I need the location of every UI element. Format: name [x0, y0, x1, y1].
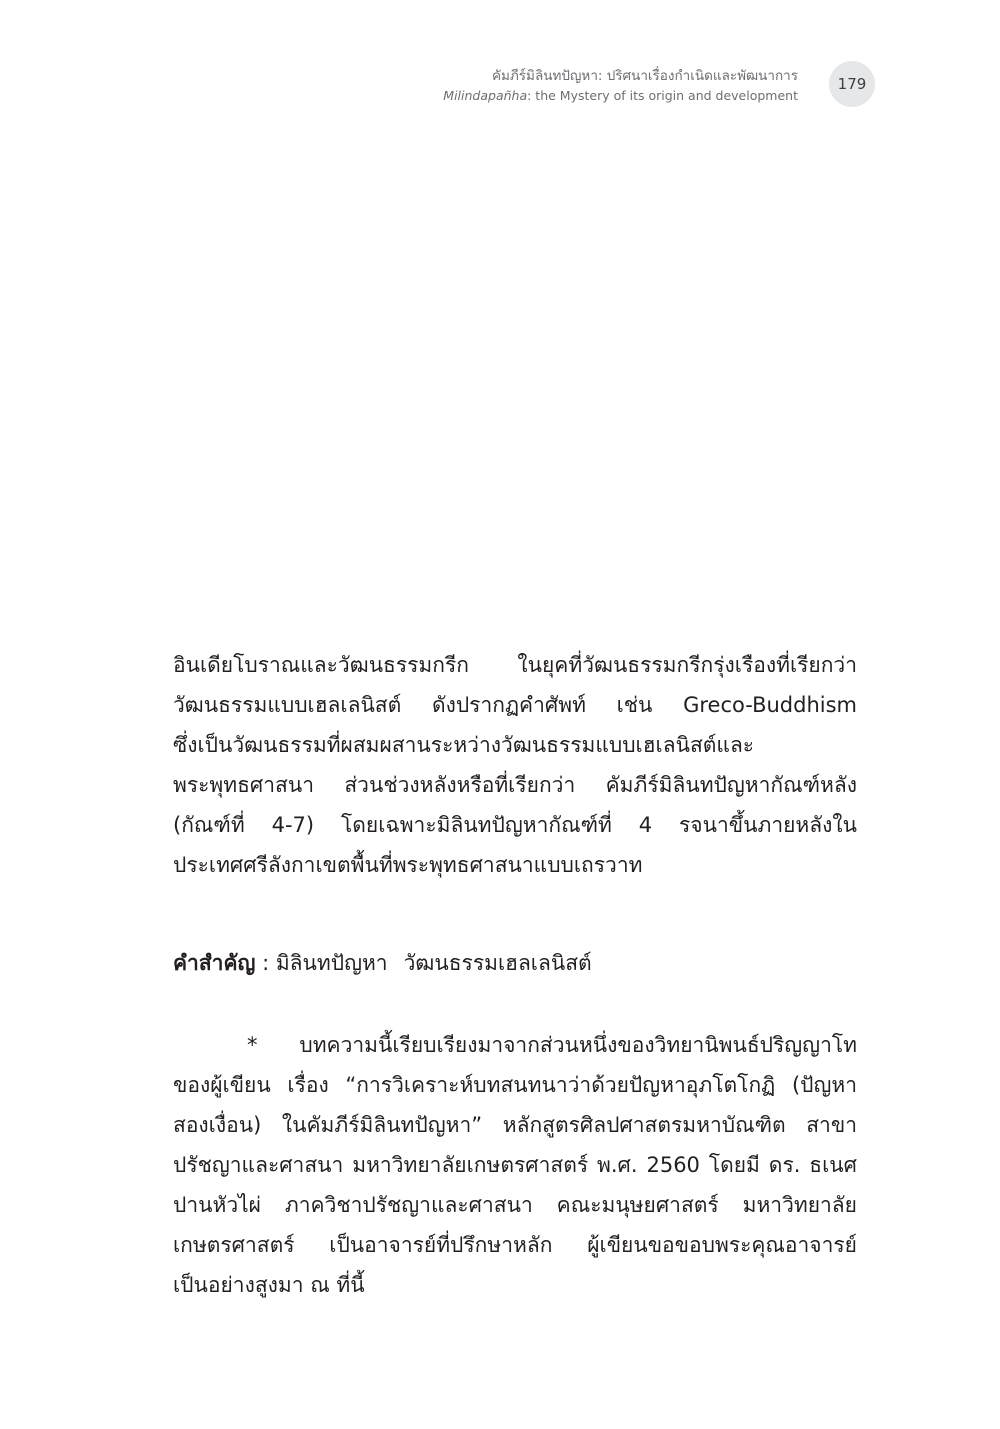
- abstract-line: วัฒนธรรมแบบเฮลเลนิสต์ ดังปรากฏคำศัพท์ เช่น Greco-Buddhism: [173, 693, 857, 717]
- abstract-line: ประเทศศรีลังกาเขตพื้นที่พระพุทธศาสนาแบบเถรวาท: [173, 853, 643, 877]
- running-header-english-title: [443, 86, 798, 106]
- footnote-line: สองเงื่อน) ในคัมภีร์มิลินทปัญหา” หลักสูตรศิลปศาสตรมหาบัณฑิต สาขา: [173, 1113, 857, 1137]
- abstract-line: อินเดียโบราณและวัฒนธรรมกรีก ในยุคที่วัฒนธรรมกรีกรุ่งเรืองที่เรียกว่า: [173, 653, 857, 677]
- running-header-italic-word: Milindapañha: [443, 88, 528, 103]
- footnote-line: ปานหัวไผ่ ภาควิชาปรัชญาและศาสนา คณะมนุษยศาสตร์ มหาวิทยาลัย: [173, 1193, 857, 1217]
- page-number-badge: 179: [829, 61, 875, 107]
- keyword-item: มิลินทปัญหา: [275, 951, 388, 975]
- keyword-item: วัฒนธรรมเฮลเลนิสต์: [403, 951, 592, 975]
- abstract-paragraph: [173, 645, 857, 885]
- abstract-line: (กัณฑ์ที่ 4-7) โดยเฉพาะมิลินทปัญหากัณฑ์ที่ 4 รจนาขึ้นภายหลังใน: [173, 813, 857, 837]
- abstract-line: ซึ่งเป็นวัฒนธรรมที่ผสมผสานระหว่างวัฒนธรรมแบบเฮเลนิสต์และ: [173, 733, 755, 757]
- running-header-english-rest: : the Mystery of its origin and development: [527, 88, 798, 103]
- acknowledgement-footnote: [173, 1025, 857, 1305]
- footnote-line: เกษตรศาสตร์ เป็นอาจารย์ที่ปรึกษาหลัก ผู้เขียนขอขอบพระคุณอาจารย์: [173, 1233, 857, 1257]
- keywords-label: คำสำคัญ: [173, 951, 256, 975]
- keywords-line: [173, 943, 857, 983]
- running-header: [443, 66, 798, 106]
- footnote-line: ของผู้เขียน เรื่อง “การวิเคราะห์บทสนทนาว่าด้วยปัญหาอุภโตโกฏิ (ปัญหา: [173, 1073, 857, 1097]
- running-header-thai-title: คัมภีร์มิลินทปัญหา: ปริศนาเรื่องกำเนิดและพัฒนาการ: [491, 68, 798, 84]
- keywords-separator: :: [255, 951, 276, 975]
- footnote-line: เป็นอย่างสูงมา ณ ที่นี้: [173, 1273, 365, 1297]
- footnote-line: * บทความนี้เรียบเรียงมาจากส่วนหนึ่งของวิทยานิพนธ์ปริญญาโท: [247, 1033, 857, 1057]
- footnote-line: ปรัชญาและศาสนา มหาวิทยาลัยเกษตรศาสตร์ พ.ศ. 2560 โดยมี ดร. ธเนศ: [173, 1153, 857, 1177]
- abstract-line: พระพุทธศาสนา ส่วนช่วงหลังหรือที่เรียกว่า คัมภีร์มิลินทปัญหากัณฑ์หลัง: [173, 773, 857, 797]
